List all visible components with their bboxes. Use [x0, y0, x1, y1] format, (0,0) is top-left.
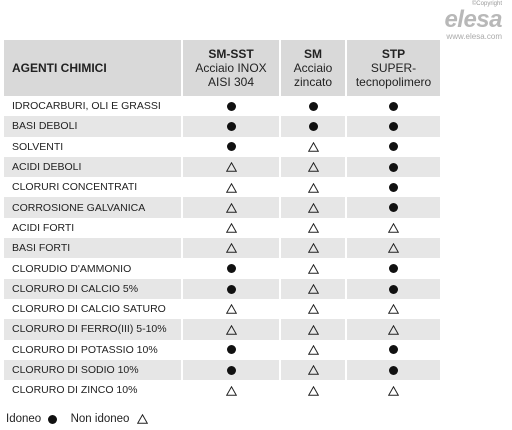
triangle-outline-icon — [308, 142, 319, 152]
table-row — [4, 340, 440, 360]
triangle-outline-icon — [308, 304, 319, 314]
resistance-cell — [182, 177, 280, 197]
filled-circle-icon — [389, 264, 398, 273]
filled-circle-icon — [227, 102, 236, 111]
header-material-line2: tecnopolimero — [355, 75, 432, 89]
resistance-cell — [280, 299, 346, 319]
legend — [6, 413, 148, 425]
triangle-outline-icon — [308, 203, 319, 213]
header-material-line1: Acciaio — [293, 61, 333, 75]
resistance-cell — [280, 116, 346, 136]
triangle-outline-icon — [308, 183, 319, 193]
header-stp — [346, 40, 440, 96]
triangle-outline-icon — [226, 203, 237, 213]
resistance-cell — [182, 279, 280, 299]
resistance-cell — [182, 380, 280, 400]
filled-circle-icon — [389, 163, 398, 172]
resistance-cell — [346, 380, 440, 400]
filled-circle-icon — [389, 345, 398, 354]
resistance-cell — [346, 157, 440, 177]
agent-name: CLORURO DI FERRO(III) 5-10% — [4, 319, 182, 339]
resistance-cell — [346, 197, 440, 217]
agent-name: SOLVENTI — [4, 137, 182, 157]
filled-circle-icon — [48, 415, 57, 424]
resistance-cell — [346, 116, 440, 136]
resistance-cell — [280, 279, 346, 299]
resistance-cell — [280, 137, 346, 157]
resistance-cell — [346, 319, 440, 339]
resistance-cell — [346, 299, 440, 319]
resistance-cell — [280, 380, 346, 400]
resistance-cell — [280, 360, 346, 380]
triangle-outline-icon — [308, 386, 319, 396]
triangle-outline-icon — [226, 223, 237, 233]
triangle-outline-icon — [388, 243, 399, 253]
agent-name: CLORURO DI CALCIO SATURO — [4, 299, 182, 319]
agent-name: IDROCARBURI, OLI E GRASSI — [4, 96, 182, 116]
triangle-outline-icon — [308, 243, 319, 253]
resistance-cell — [182, 137, 280, 157]
table-row — [4, 116, 440, 136]
triangle-outline-icon — [226, 162, 237, 172]
agent-name: CORROSIONE GALVANICA — [4, 197, 182, 217]
resistance-cell — [182, 96, 280, 116]
triangle-outline-icon — [308, 365, 319, 375]
agent-name: BASI FORTI — [4, 238, 182, 258]
agent-name: ACIDI DEBOLI — [4, 157, 182, 177]
filled-circle-icon — [227, 366, 236, 375]
resistance-cell — [182, 218, 280, 238]
filled-circle-icon — [389, 102, 398, 111]
table-row — [4, 299, 440, 319]
resistance-cell — [346, 96, 440, 116]
triangle-outline-icon — [308, 162, 319, 172]
resistance-cell — [280, 319, 346, 339]
resistance-cell — [182, 340, 280, 360]
resistance-cell — [346, 137, 440, 157]
header-code: SM — [304, 47, 322, 61]
resistance-cell — [182, 319, 280, 339]
triangle-outline-icon — [137, 414, 148, 424]
resistance-cell — [280, 96, 346, 116]
resistance-cell — [280, 340, 346, 360]
filled-circle-icon — [389, 142, 398, 151]
filled-circle-icon — [389, 122, 398, 131]
table-row — [4, 177, 440, 197]
header-sm-sst — [182, 40, 280, 96]
filled-circle-icon — [227, 264, 236, 273]
resistance-cell — [346, 238, 440, 258]
agent-name: ACIDI FORTI — [4, 218, 182, 238]
resistance-cell — [182, 360, 280, 380]
header-material-line1: SUPER- — [370, 61, 417, 75]
triangle-outline-icon — [308, 223, 319, 233]
resistance-cell — [182, 299, 280, 319]
filled-circle-icon — [227, 285, 236, 294]
filled-circle-icon — [389, 183, 398, 192]
chemical-resistance-table — [4, 40, 440, 400]
agent-name: CLORURO DI ZINCO 10% — [4, 380, 182, 400]
resistance-cell — [182, 197, 280, 217]
copyright-text: ©Copyright — [471, 1, 502, 7]
triangle-outline-icon — [388, 386, 399, 396]
legend-unsuitable-label: Non idoneo — [70, 413, 130, 425]
table-row — [4, 137, 440, 157]
brand-url: www.elesa.com — [446, 32, 502, 41]
resistance-cell — [346, 218, 440, 238]
triangle-outline-icon — [388, 325, 399, 335]
table-row — [4, 258, 440, 278]
resistance-cell — [280, 197, 346, 217]
table-header-row — [4, 40, 440, 96]
triangle-outline-icon — [308, 264, 319, 274]
header-material-line2: AISI 304 — [207, 75, 255, 89]
resistance-cell — [346, 177, 440, 197]
header-code: STP — [381, 47, 406, 61]
triangle-outline-icon — [388, 304, 399, 314]
triangle-outline-icon — [388, 223, 399, 233]
resistance-cell — [182, 157, 280, 177]
brand-name: elesa — [444, 6, 502, 33]
table-row — [4, 380, 440, 400]
filled-circle-icon — [227, 142, 236, 151]
resistance-cell — [280, 157, 346, 177]
header-sm — [280, 40, 346, 96]
header-material-line2: zincato — [293, 75, 333, 89]
header-agent: AGENTI CHIMICI — [4, 40, 182, 96]
header-material-line1: Acciaio INOX — [195, 61, 267, 75]
resistance-cell — [346, 258, 440, 278]
elesa-logo — [410, 0, 502, 41]
filled-circle-icon — [389, 203, 398, 212]
agent-name: CLORURO DI SODIO 10% — [4, 360, 182, 380]
agent-name: CLORURO DI POTASSIO 10% — [4, 340, 182, 360]
resistance-cell — [280, 238, 346, 258]
triangle-outline-icon — [308, 325, 319, 335]
table-row — [4, 279, 440, 299]
triangle-outline-icon — [226, 386, 237, 396]
agent-name: CLORURI CONCENTRATI — [4, 177, 182, 197]
resistance-cell — [346, 360, 440, 380]
resistance-cell — [346, 279, 440, 299]
triangle-outline-icon — [308, 284, 319, 294]
filled-circle-icon — [389, 366, 398, 375]
agent-name: BASI DEBOLI — [4, 116, 182, 136]
table-row — [4, 157, 440, 177]
resistance-cell — [182, 116, 280, 136]
resistance-cell — [280, 177, 346, 197]
filled-circle-icon — [227, 345, 236, 354]
table-row — [4, 319, 440, 339]
agent-name: CLORUDIO D'AMMONIO — [4, 258, 182, 278]
resistance-cell — [346, 340, 440, 360]
filled-circle-icon — [227, 122, 236, 131]
triangle-outline-icon — [226, 304, 237, 314]
table-body — [4, 96, 440, 400]
header-code: SM-SST — [208, 47, 254, 61]
table-row — [4, 218, 440, 238]
resistance-cell — [280, 218, 346, 238]
triangle-outline-icon — [226, 243, 237, 253]
resistance-cell — [280, 258, 346, 278]
filled-circle-icon — [309, 102, 318, 111]
filled-circle-icon — [309, 122, 318, 131]
triangle-outline-icon — [308, 345, 319, 355]
table-row — [4, 360, 440, 380]
table-row — [4, 96, 440, 116]
table-row — [4, 238, 440, 258]
resistance-cell — [182, 238, 280, 258]
legend-suitable-label: Idoneo — [6, 413, 42, 425]
table-row — [4, 197, 440, 217]
agent-name: CLORURO DI CALCIO 5% — [4, 279, 182, 299]
triangle-outline-icon — [226, 183, 237, 193]
filled-circle-icon — [389, 285, 398, 294]
triangle-outline-icon — [226, 325, 237, 335]
resistance-cell — [182, 258, 280, 278]
